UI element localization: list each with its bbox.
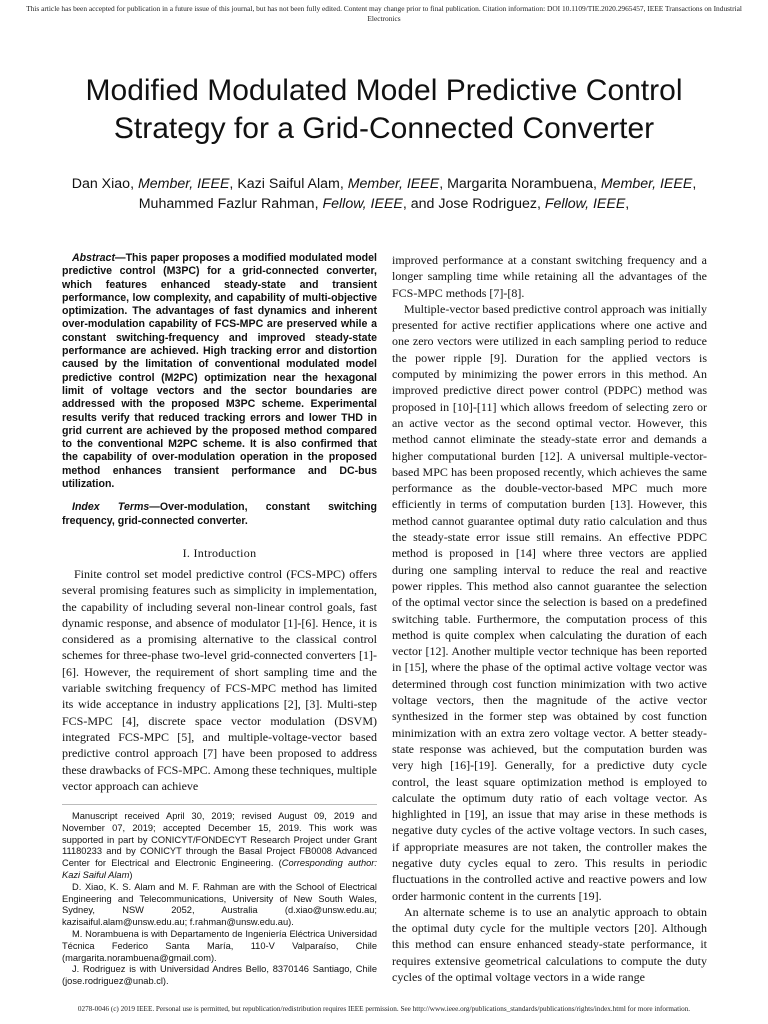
footnote-manuscript-end: )	[129, 870, 133, 881]
body-paragraph: improved performance at a constant switching frequency and a longer sampling time while retaining all the advantages of the FCS-MPC methods [7]-[8].	[392, 253, 707, 300]
author-name: Dan Xiao,	[71, 176, 138, 192]
section-heading-introduction: I. Introduction	[182, 545, 257, 560]
abstract-text: This paper proposes a modified modulated model predictive control (M3PC) for a grid-connected converter, which features enhanced steady-state and transient performance, low complexity, and capability of multi-objective optimization. The advantages of fast dynamics and inherent over-modulation capability of FCS-MPC are preserved while a constant switching-frequency and improved steady-state performance are achieved. High tracking error and distortion caused by the limitation of conventional modulated model predictive control (M2PC) optimization near the hexagonal limit of voltage vectors and the sector boundaries are addressed with the proposed M3PC scheme. Experimental results verify that reduced tracking errors and lower THD in grid current are achieved by the proposed method compared to the conventional M2PC scheme. It is also confirmed that the capability of over-modulation operation in the proposed method enhances transient performance and DC-bus utilization.	[62, 252, 377, 491]
author-separator: ,	[625, 196, 630, 212]
corresponding-author: Corresponding author: Kazi Saiful Alam	[62, 858, 377, 881]
footnotes	[62, 804, 377, 988]
abstract-dash: —	[114, 252, 126, 264]
body-paragraph: Multiple-vector based predictive control approach was initially presented for active rectifier applications where one active and one zero vectors were utilized in each sampling period to reduce the power ripple [9]. Duration for the applied vectors is computed by minimizing the power errors in this method. An improved predictive direct power control (PDPC) method was proposed in [10]-[11] which allows freedom of selecting zero or an active vector as the second optimal vector. However, this method cannot eliminate the steady-state error and demands a higher computational burden [12]. A universal multiple-vector-based MPC has been proposed recently, which achieves the same performance as the double-vector-based MPC much more efficiently in terms of computation burden [13]. However, this method cannot guarantee optimal duty ratio calculation and thus the steady-state error issue still remains. An effective PDPC method is proposed in [14] where three vectors are applied during one sampling interval to reduce the real and reactive power ripples. This method also cannot guarantee the selection of the optimal vector since the selection is based on a predefined switching table. Furthermore, the computation process of this method is quite complex when calculating the duration of each vector [12]. Another multiple vector technique has been reported in [15], where the phase of the optimal active voltage vector was determined through cost function minimization with two active voltage vectors, then the magnitude of the active vector synthesized in the former step was obtained by cost function minimization with an extra zero voltage vector. A better steady-state response was achieved, but the computation burden was very high [16]-[19]. Generally, for a predictive duty cycle control, the least square optimization method is employed to calculate the optimum duty ratio of each voltage vector. As highlighted in [19], an issue that may arise in these methods is negative duty cycles of the active voltage vectors. In such cases, if appropriate measures are not taken, the controller makes the negative duty cycles equal to zero. This results in periodic fluctuations in the controlled active and reactive powers and low order harmonic content in the currents [19].	[392, 301, 707, 903]
author-separator: ,	[439, 176, 448, 192]
author-name: Jose Rodriguez,	[438, 196, 545, 212]
author-separator: , and	[402, 196, 439, 212]
journal-header-notice: This article has been accepted for publication in a future issue of this journal, but has not been fully edited. Content may change prior to final publication. Citation information: DOI 10.1109/TIE.2020.2965457, IEEE Transactions on Industrial Electronics	[26, 4, 742, 23]
index-terms-text: Over-modulation, constant switching frequency, grid-connected converter.	[62, 501, 377, 527]
body-paragraph: Finite control set model predictive control (FCS-MPC) offers several promising features such as simplicity in implementation, the capability of including several non-linear control goals, fast dynamic response, and absence of modulator [1]-[6]. Hence, it is considered as a promising alternative to the classical control schemes for three-phase two-level grid-connected converters [1]-[6]. However, the requirement of short sampling time and the variable switching frequency of FCS-MPC method has limited its wide acceptance in industry applications [2], [3]. Multi-step FCS-MPC [4], discrete space vector modulation (DSVM) integrated FCS-MPC [5], and multiple-voltage-vector based predictive control approach [7] have been proposed to address these drawbacks of FCS-MPC. Among these techniques, multiple vector approach can achieve	[62, 566, 377, 793]
body-paragraph: An alternate scheme is to use an analytic approach to obtain the optimal duty cycle for the multiple vectors [20]. Although this method can ensure enhanced steady-state performance, it requires extensive geometrical calculations to compute the duty cycles of the optimal voltage vectors in a wide range	[392, 904, 707, 985]
copyright-footer: 0278-0046 (c) 2019 IEEE. Personal use is permitted, but republication/redistribution requires IEEE permission. See http://www.ieee.org/publications_standards/publications/rights/index.html for more information.	[77, 1005, 691, 1013]
abstract	[62, 252, 377, 491]
left-column	[62, 252, 377, 988]
footnote-manuscript	[62, 811, 377, 882]
author-separator: ,	[692, 176, 697, 192]
author-membership: Member, IEEE	[600, 176, 693, 192]
abstract-label: Abstract	[72, 252, 115, 264]
index-terms-dash: —	[149, 501, 160, 514]
index-terms-label: Index Terms	[72, 501, 150, 514]
footnote-manuscript-text: Manuscript received April 30, 2019; revised August 09, 2019 and November 07, 2019; accepted December 15, 2019. This work was supported in part by CONICYT/FONDECYT Research Project under Grant 11180233 and by CONICYT through the Basal Project FB0008 Advanced Center for Electrical and Electronic Engineering. (	[62, 811, 377, 869]
author-separator: ,	[229, 176, 238, 192]
author-membership: Fellow, IEEE	[322, 196, 403, 212]
author-name: Muhammed Fazlur Rahman,	[138, 196, 323, 212]
author-list	[40, 174, 728, 214]
author-membership: Member, IEEE	[137, 176, 230, 192]
author-name: Margarita Norambuena,	[447, 176, 601, 192]
author-name: Kazi Saiful Alam,	[237, 176, 348, 192]
footnote-affiliation: D. Xiao, K. S. Alam and M. F. Rahman are with the School of Electrical Engineering and Telecommunications, University of New South Wales, Sydney, NSW 2052, Australia (d.xiao@unsw.edu.au; kazisaiful.alam@unsw.edu.au; f.rahman@unsw.edu.au).	[62, 881, 377, 928]
author-membership: Member, IEEE	[347, 176, 440, 192]
footnote-affiliation: J. Rodriguez is with Universidad Andres Bello, 8370146 Santiago, Chile (jose.rodriguez@unab.cl).	[62, 964, 377, 987]
footnote-affiliation: M. Norambuena is with Departamento de Ingeniería Eléctrica Universidad Técnica Federico Santa María, 110-V Valparaíso, Chile (margarita.norambuena@gmail.com).	[62, 929, 377, 963]
index-terms	[62, 501, 377, 528]
paper-title: Modified Modulated Model Predictive Control Strategy for a Grid-Connected Converter	[85, 74, 683, 145]
author-membership: Fellow, IEEE	[544, 196, 626, 212]
right-column	[392, 252, 707, 988]
